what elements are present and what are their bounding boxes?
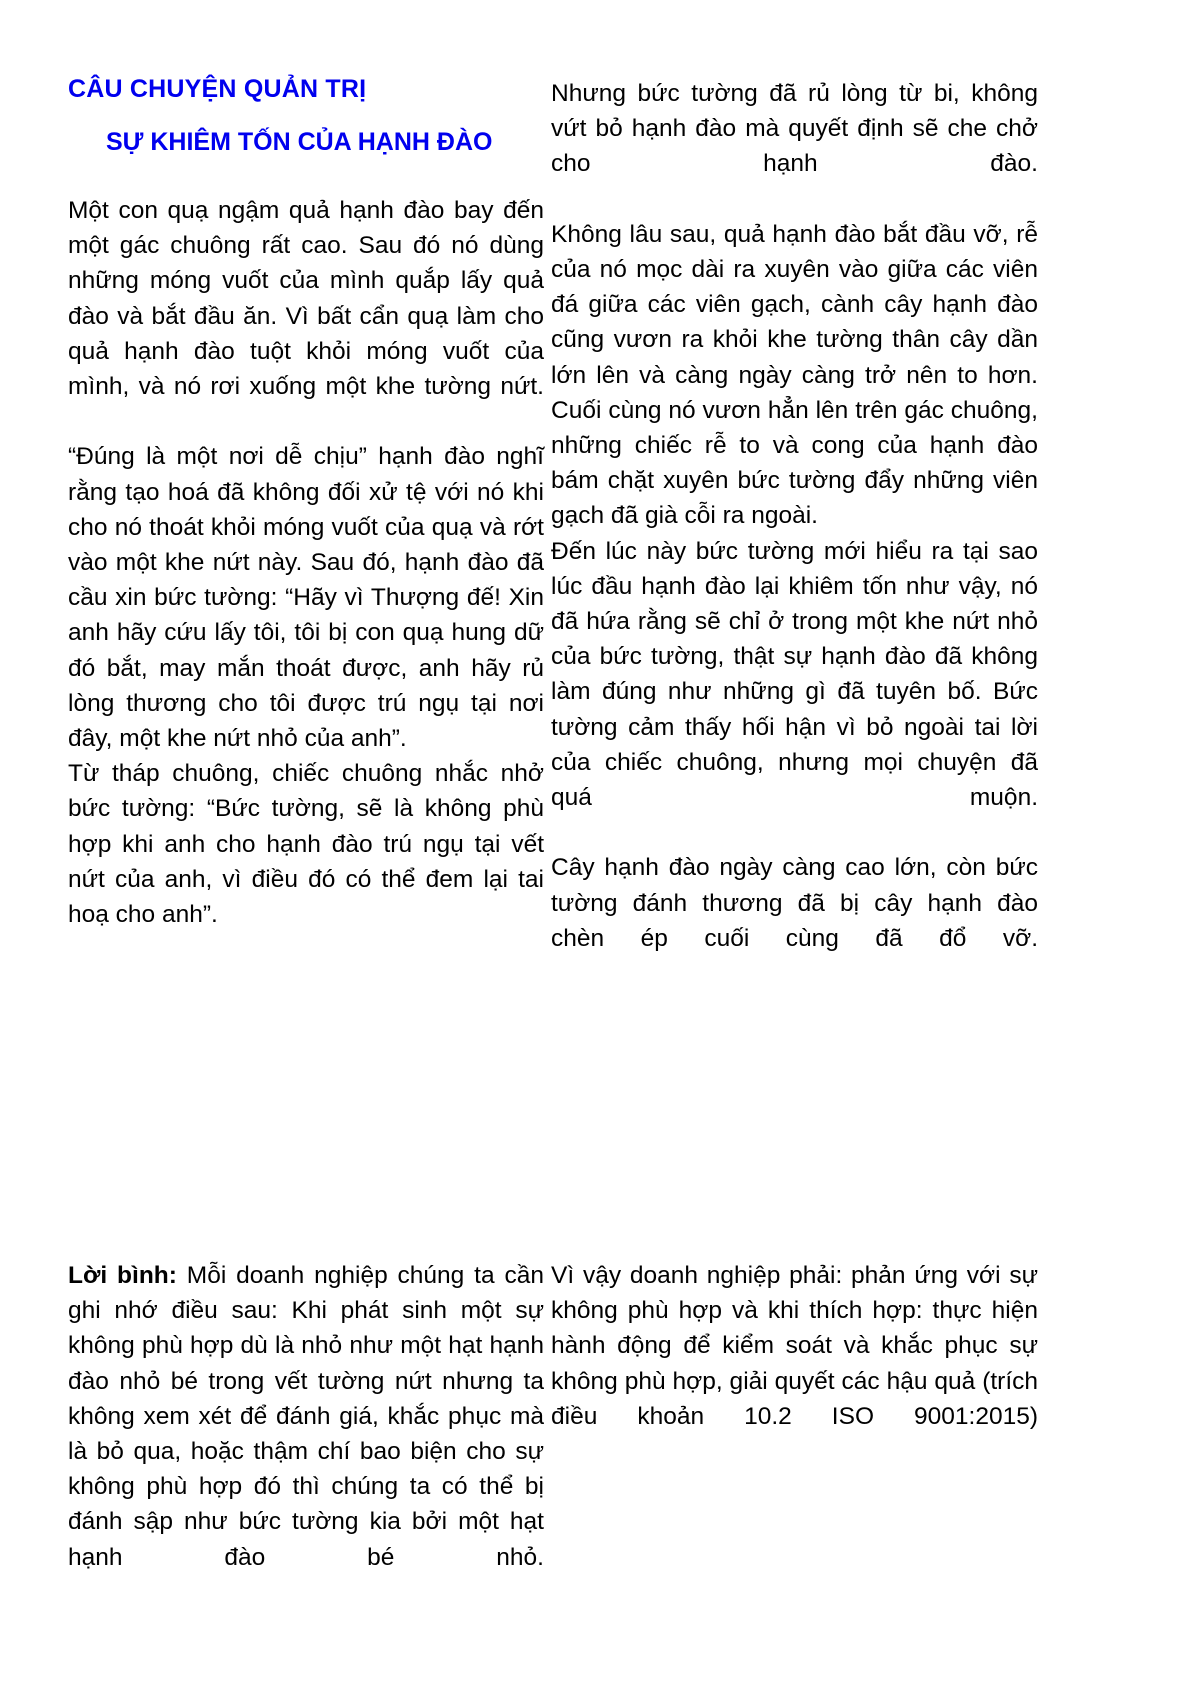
story-paragraph: “Đúng là một nơi dễ chịu” hạnh đào nghĩ rằng tạo hoá đã không đối xử tệ với nó khi cho nó thoát khỏi móng vuốt của quạ và rớt vào một khe nứt này. Sau đó, hạnh đào đã cầu xin bức tường: “Hãy vì Thượng đế! Xin anh hãy cứu lấy tôi, tôi bị con quạ hung dữ đó bắt, may mắn thoát được, anh hãy rủ lòng thương cho tôi được trú ngụ tại nơi đây, một khe nứt nhỏ của anh”. bbox=[68, 443, 544, 753]
page-subtitle: SỰ KHIÊM TỐN CỦA HẠNH ĐÀO bbox=[106, 128, 493, 157]
comment-left-text: Mỗi doanh nghiệp chúng ta cần ghi nhớ điều sau: Khi phát sinh một sự không phù hợp dù là nhỏ như một hạt hạnh đào nhỏ bé trong vết tường nứt nhưng ta không xem xét để đánh giá, khắc phục mà là bỏ qua, hoặc thậm chí bao biện cho sự không phù hợp đó thì chúng ta có thể bị đánh sập như bức tường kia bởi một hạt hạnh đào bé nhỏ. bbox=[68, 1262, 544, 1571]
page-title: CÂU CHUYỆN QUẢN TRỊ bbox=[68, 75, 367, 103]
story-right-column bbox=[551, 76, 1038, 991]
comment-right-text: Vì vậy doanh nghiệp phải: phản ứng với sự không phù hợp và khi thích hợp: thực hiện hành động để kiểm soát và khắc phục sự không phù hợp, giải quyết các hậu quả (trích điều khoản 10.2 ISO 9001:2015) bbox=[551, 1262, 1038, 1430]
comment-paragraph bbox=[68, 1258, 544, 1610]
title-block bbox=[68, 74, 538, 159]
story-paragraph: Từ tháp chuông, chiếc chuông nhắc nhở bức tường: “Bức tường, sẽ là không phù hợp khi anh cho hạnh đào trú ngụ tại vết nứt của anh, vì điều đó có thể đem lại tai hoạ cho anh”. bbox=[68, 760, 544, 929]
comment-label: Lời bình: bbox=[68, 1262, 177, 1289]
comment-left-column bbox=[68, 1258, 544, 1610]
comment-right-column bbox=[551, 1258, 1038, 1469]
story-paragraph: Một con quạ ngậm quả hạnh đào bay đến một gác chuông rất cao. Sau đó nó dùng những móng vuốt của mình quắp lấy quả đào và bắt đầu ăn. Vì bất cẩn quạ làm cho quả hạnh đào tuột khỏi móng vuốt của mình, và nó rơi xuống một khe tường nứt. bbox=[68, 197, 544, 401]
story-paragraph: Đến lúc này bức tường mới hiểu ra tại sao lúc đầu hạnh đào lại khiêm tốn như vậy, nó đã hứa rằng sẽ chỉ ở trong một khe nứt nhỏ của bức tường, thật sự hạnh đào đã không làm đúng như những gì đã tuyên bố. Bức tường cảm thấy hối hận vì bỏ ngoài tai lời của chiếc chuông, nhưng mọi chuyện đã quá muộn. bbox=[551, 537, 1038, 812]
story-left-column bbox=[68, 193, 544, 932]
story-paragraph: Cây hạnh đào ngày càng cao lớn, còn bức tường đánh thương đã bị cây hạnh đào chèn ép cuối cùng đã đổ vỡ. bbox=[551, 854, 1038, 952]
story-paragraph: Không lâu sau, quả hạnh đào bắt đầu vỡ, rễ của nó mọc dài ra xuyên vào giữa các viên đá giữa các viên gạch, cành cây hạnh đào cũng vươn ra khỏi khe tường thân cây dần lớn lên và càng ngày càng trở nên to hơn. Cuối cùng nó vươn hẳn lên trên gác chuông, những chiếc rễ to và cong của hạnh đào bám chặt xuyên bức tường đẩy những viên gạch đã già cỗi ra ngoài. bbox=[551, 220, 1038, 530]
story-paragraph: Nhưng bức tường đã rủ lòng từ bi, không vứt bỏ hạnh đào mà quyết định sẽ che chở cho hạnh đào. bbox=[551, 80, 1038, 178]
